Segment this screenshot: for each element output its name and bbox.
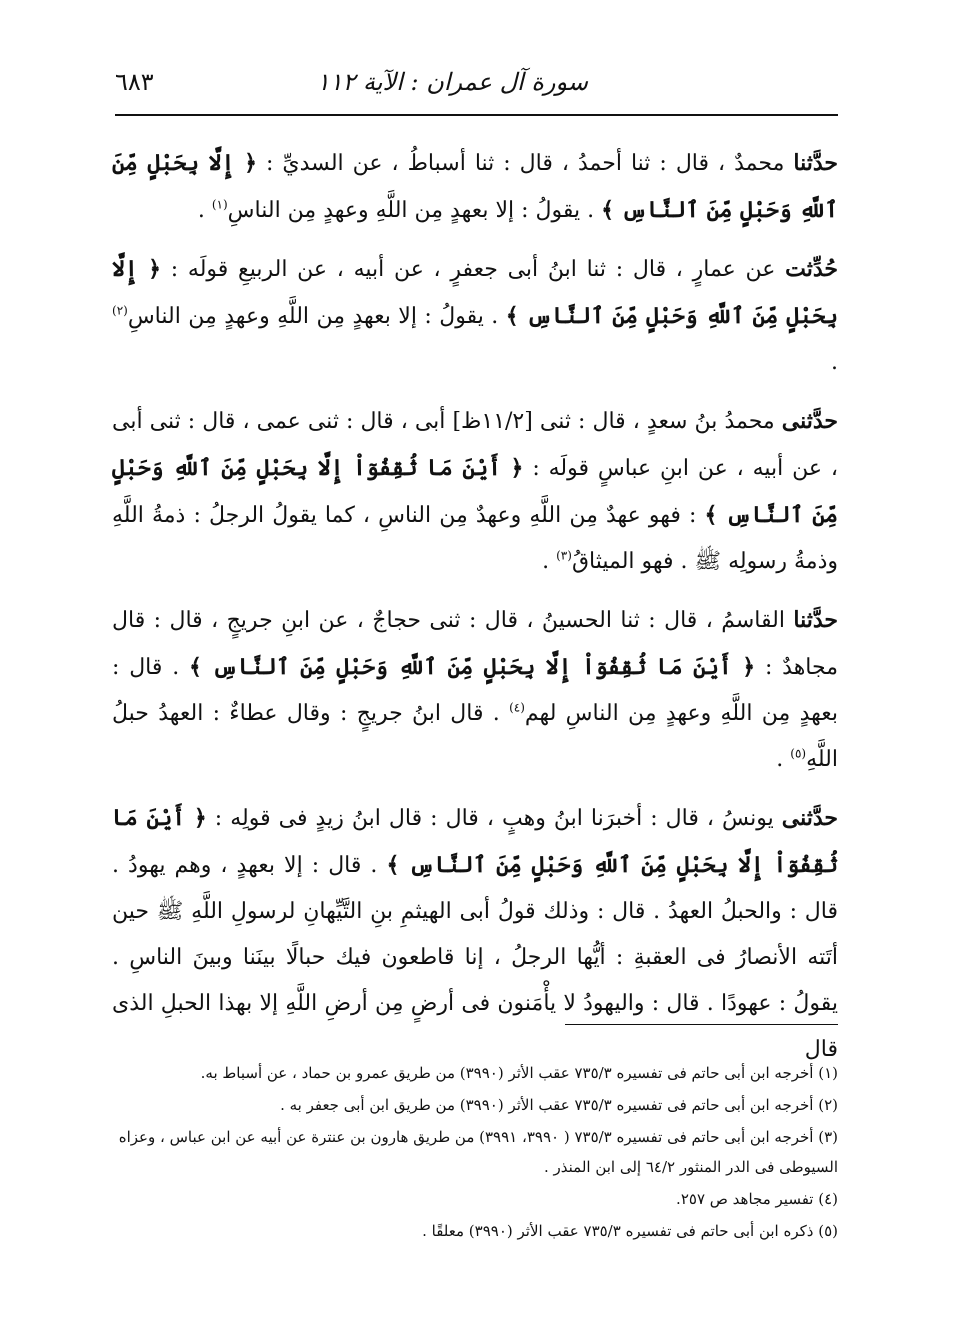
footnote-ref[interactable]: (١)	[211, 197, 228, 212]
footnote-rule	[565, 1024, 838, 1025]
paragraph-text: .	[831, 350, 838, 375]
narration-lead: حدَّثنا	[793, 607, 838, 633]
paragraph-4	[112, 597, 838, 783]
paragraph-text: : فهو عهدٌ مِن اللَّهِ وعهدٌ مِن الناسِ ، كما يقولُ الرجلُ : ذمةُ اللَّهِ وذمةُ رسولِه ﷺ . فهو الميثاقُ	[112, 503, 838, 574]
page-number: ٦٨٣	[115, 68, 154, 96]
footnote-ref[interactable]: (٢)	[112, 303, 128, 318]
quran-quote: ﴿ أَيْنَ مَا ثُقِفُوٓاْ إِلَّا بِحَبْلٍ مِّنَ ٱللَّهِ وَحَبْلٍ مِّنَ ٱلنَّاسِ ﴾	[112, 455, 838, 528]
paragraph-text: يونسُ ، قال : أخبرَنا ابنُ وهبٍ ، قال : قال ابنُ زيدٍ فى قولِه :	[206, 806, 782, 831]
paragraph-text: . قال : إلا بعهدٍ ، وهم يهودُ . قال : والحبلُ العهدُ . قال : وذلك قولُ أبى الهيثمِ بنِ التَّيِّهانِ لرسولِ اللَّهِ ﷺ حين أتَته الأنصارُ فى العقبةِ : أيُّها الرجلُ ، إنا قاطعون فيك حبالًا بينَنا وبينَ الناسِ . يقولُ : عهودًا . قال : واليهودُ لا يأْمَنون فى أرضٍ مِن أرضِ اللَّهِ إلا بهذا الحبلِ الذى قال	[112, 853, 838, 1062]
narration-lead: حدَّثنى	[781, 805, 838, 831]
header-rule	[115, 114, 838, 116]
paragraph-text: .	[197, 198, 212, 223]
paragraph-text: . يقولُ : إلا بعهدٍ مِن اللَّهِ وعهدٍ مِن الناسِ	[127, 304, 506, 329]
page-header	[115, 60, 838, 112]
paragraph-1	[112, 140, 838, 234]
quran-quote: ﴿ إِلَّا بِحَبْلٍ مِّنَ ٱللَّهِ وَحَبْلٍ مِّنَ ٱلنَّاسِ ﴾	[112, 150, 838, 223]
narration-lead: حُدِّثت	[785, 256, 838, 282]
quran-quote: ﴿ أَيْنَ مَا ثُقِفُوٓاْ إِلَّا بِحَبْلٍ مِّنَ ٱللَّهِ وَحَبْلٍ مِّنَ ٱلنَّاسِ ﴾	[112, 805, 838, 878]
footnote-2: (٢) أخرجه ابن أبى حاتم فى تفسيره ٧٣٥/٣ عقب الأثر (٣٩٩٠) من طريق ابن أبى جعفر به .	[280, 1096, 838, 1114]
quran-quote: ﴿ إِلَّا بِحَبْلٍ مِّنَ ٱللَّهِ وَحَبْلٍ مِّنَ ٱلنَّاسِ ﴾	[112, 256, 838, 329]
running-title: سورة آل عمران : الآية ١١٢	[316, 68, 588, 96]
narration-lead: حدَّثنى	[781, 408, 838, 434]
footnotes	[112, 1058, 838, 1248]
paragraph-text: . قال : بعهدٍ مِن اللَّهِ وعهدٍ مِن الناسِ لهم	[112, 655, 838, 726]
paragraph-text: .	[542, 549, 557, 574]
footnote-ref[interactable]: (٤)	[509, 700, 525, 715]
paragraph-2	[112, 246, 838, 386]
quran-quote: ﴿ أَيْنَ مَا ثُقِفُوٓاْ إِلَّا بِحَبْلٍ مِّنَ ٱللَّهِ وَحَبْلٍ مِّنَ ٱلنَّاسِ ﴾	[188, 654, 756, 680]
paragraph-text: . قال ابنُ جريجٍ : وقال عطاءٌ : العهدُ حبلُ اللَّهِ	[112, 701, 838, 772]
narration-lead: حدَّثنا	[793, 150, 838, 176]
main-text	[112, 140, 838, 1085]
footnote-5: (٥) ذكره ابن أبى حاتم فى تفسيره ٧٣٥/٣ عقب الأثر (٣٩٩٠) معلقًا .	[422, 1222, 838, 1240]
footnote-3: (٣) أخرجه ابن أبى حاتم فى تفسيره ٧٣٥/٣ ( ٣٩٩٠، ٣٩٩١) من طريق هارون بن عنترة عن أبيه عن ابن عباس ، وعزاه السيوطى فى الدر المنثور ٦٤/٢ إلى ابن المنذر .	[118, 1128, 838, 1176]
paragraph-3	[112, 398, 838, 585]
paragraph-text: . يقولُ : إلا بعهدٍ مِن اللَّهِ وعهدٍ مِن الناسِ	[227, 198, 602, 223]
footnote-ref[interactable]: (٣)	[556, 548, 572, 563]
footnote-4: (٤) تفسير مجاهد ص ٢٥٧.	[676, 1190, 838, 1208]
footnote-1: (١) أخرجه ابن أبى حاتم فى تفسيره ٧٣٥/٣ عقب الأثر (٣٩٩٠) من طريق عمرو بن حماد ، عن أسباط به.	[200, 1064, 838, 1082]
paragraph-text: عن عمارٍ ، قال : ثنا ابنُ أبى جعفرٍ ، عن أبيه ، عن الربيعِ قولَه :	[161, 257, 786, 282]
footnote-ref[interactable]: (٥)	[790, 746, 807, 761]
paragraph-text: محمدٌ ، قال : ثنا أحمدُ ، قال : ثنا أسباطُ ، عن السديِّ :	[257, 151, 794, 176]
paragraph-text: .	[776, 747, 791, 772]
paragraph-text: القاسمُ ، قال : ثنا الحسينُ ، قال : ثنى حجاجٌ ، عن ابنِ جريجٍ ، قال : قال مجاهدٌ :	[112, 608, 838, 680]
paragraph-text: محمدُ بنُ سعدٍ ، قال : ثنى [١١/٢ظ] أبى ، قال : ثنى عمى ، قال : ثنى أبى ، عن أبيه ، عن ابنِ عباسٍ قولَه :	[112, 409, 838, 481]
paragraph-5	[112, 795, 838, 1073]
